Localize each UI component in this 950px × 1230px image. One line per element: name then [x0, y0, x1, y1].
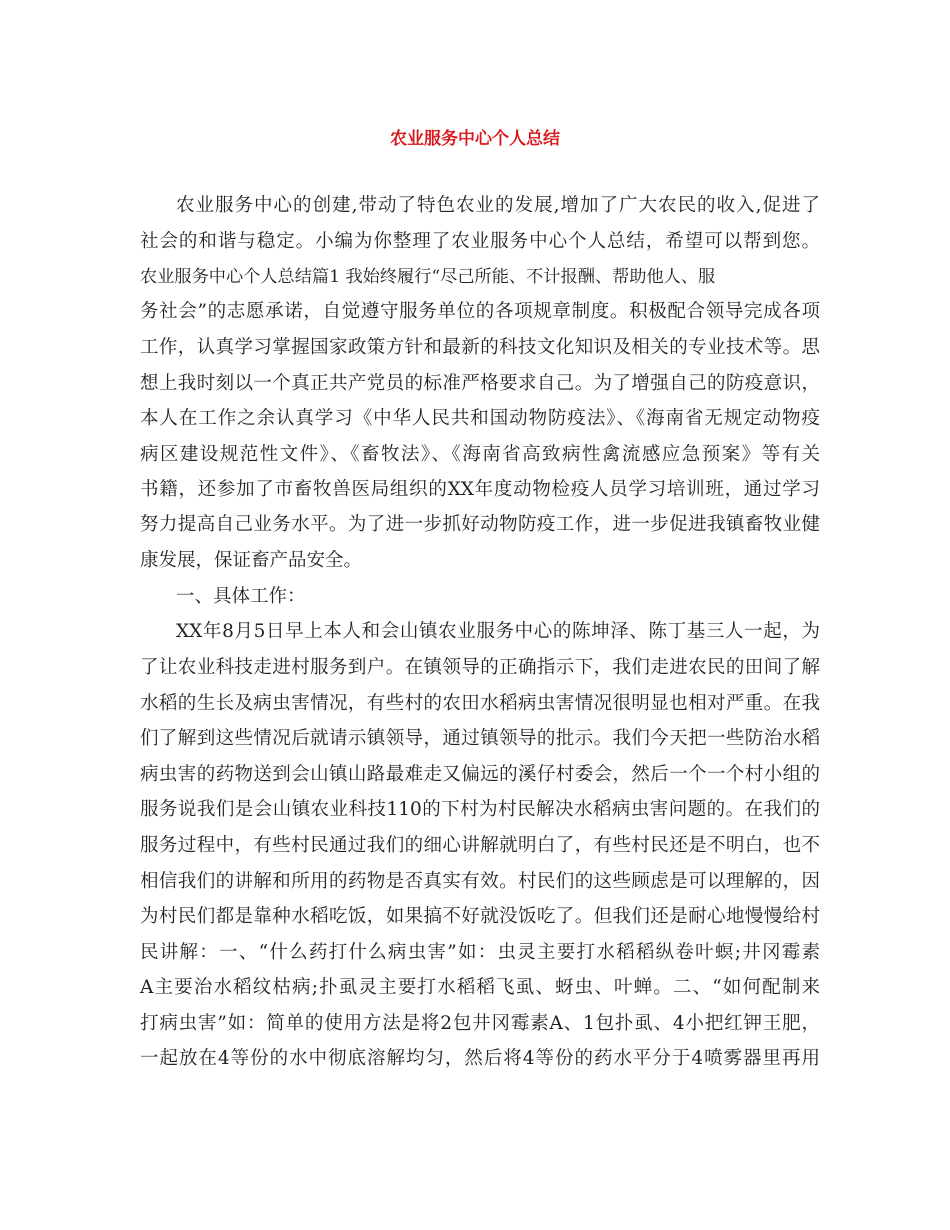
paragraph-line: XX年8月5日早上本人和会山镇农业服务中心的陈坤泽、陈丁基三人一起，为 — [176, 621, 820, 642]
paragraph-line: 农业服务中心个人总结篇1 我始终履行“尽己所能、不计报酬、帮助他人、服 — [140, 267, 716, 287]
paragraph-line: 一起放在4等份的水中彻底溶解均匀，然后将4等份的药水平分于4喷雾器里再用 — [140, 1048, 820, 1069]
paragraph-line: 了让农业科技走进村服务到户。在镇领导的正确指示下，我们走进农民的田间了解 — [140, 657, 820, 678]
paragraph-line: 书籍，还参加了市畜牧兽医局组织的XX年度动物检疫人员学习培训班，通过学习 — [140, 479, 820, 500]
section-heading: 一、具体工作： — [176, 586, 306, 607]
paragraph-line: 社会的和谐与稳定。小编为你整理了农业服务中心个人总结，希望可以帮到您。 — [140, 231, 820, 252]
paragraph-line: A主要治水稻纹枯病;扑虱灵主要打水稻稻飞虱、蚜虫、叶蝉。二、“如何配制来 — [140, 977, 820, 998]
paragraph-line: 为村民们都是靠种水稻吃饭，如果搞不好就没饭吃了。但我们还是耐心地慢慢给村 — [140, 906, 820, 927]
paragraph-line: 农业服务中心的创建,带动了特色农业的发展,增加了广大农民的收入,促进了 — [176, 195, 820, 216]
paragraph-line: 康发展，保证畜产品安全。 — [140, 550, 363, 571]
paragraph-line: 们了解到这些情况后就请示镇领导，通过镇领导的批示。我们今天把一些防治水稻 — [140, 728, 820, 749]
paragraph-line: 务社会”的志愿承诺，自觉遵守服务单位的各项规章制度。积极配合领导完成各项 — [140, 301, 820, 322]
paragraph-line: 打病虫害”如：简单的使用方法是将2包井冈霉素A、1包扑虱、4小把红钾王肥， — [140, 1013, 820, 1034]
document-title: 农业服务中心个人总结 — [390, 129, 560, 149]
paragraph-line: 努力提高自己业务水平。为了进一步抓好动物防疫工作，进一步促进我镇畜牧业健 — [140, 514, 820, 535]
paragraph-line: 服务说我们是会山镇农业科技110的下村为村民解决水稻病虫害问题的。在我们的 — [140, 799, 820, 820]
paragraph-line: 本人在工作之余认真学习《中华人民共和国动物防疫法》、《海南省无规定动物疫 — [140, 408, 820, 429]
paragraph-line: 服务过程中，有些村民通过我们的细心讲解就明白了，有些村民还是不明白，也不 — [140, 835, 820, 856]
paragraph-line: 水稻的生长及病虫害情况，有些村的农田水稻病虫害情况很明显也相对严重。在我 — [140, 693, 820, 714]
paragraph-line: 民讲解：一、“什么药打什么病虫害”如：虫灵主要打水稻稻纵卷叶螟;井冈霉素 — [140, 942, 820, 963]
paragraph-line: 相信我们的讲解和所用的药物是否真实有效。村民们的这些顾虑是可以理解的，因 — [140, 871, 820, 892]
paragraph-line: 病区建设规范性文件》、《畜牧法》、《海南省高致病性禽流感应急预案》等有关 — [140, 444, 820, 465]
paragraph-line: 病虫害的药物送到会山镇山路最难走又偏远的溪仔村委会，然后一个一个村小组的 — [140, 764, 820, 785]
paragraph-line: 工作，认真学习掌握国家政策方针和最新的科技文化知识及相关的专业技术等。思 — [140, 337, 820, 358]
paragraph-line: 想上我时刻以一个真正共产党员的标准严格要求自己。为了增强自己的防疫意识， — [140, 373, 820, 394]
